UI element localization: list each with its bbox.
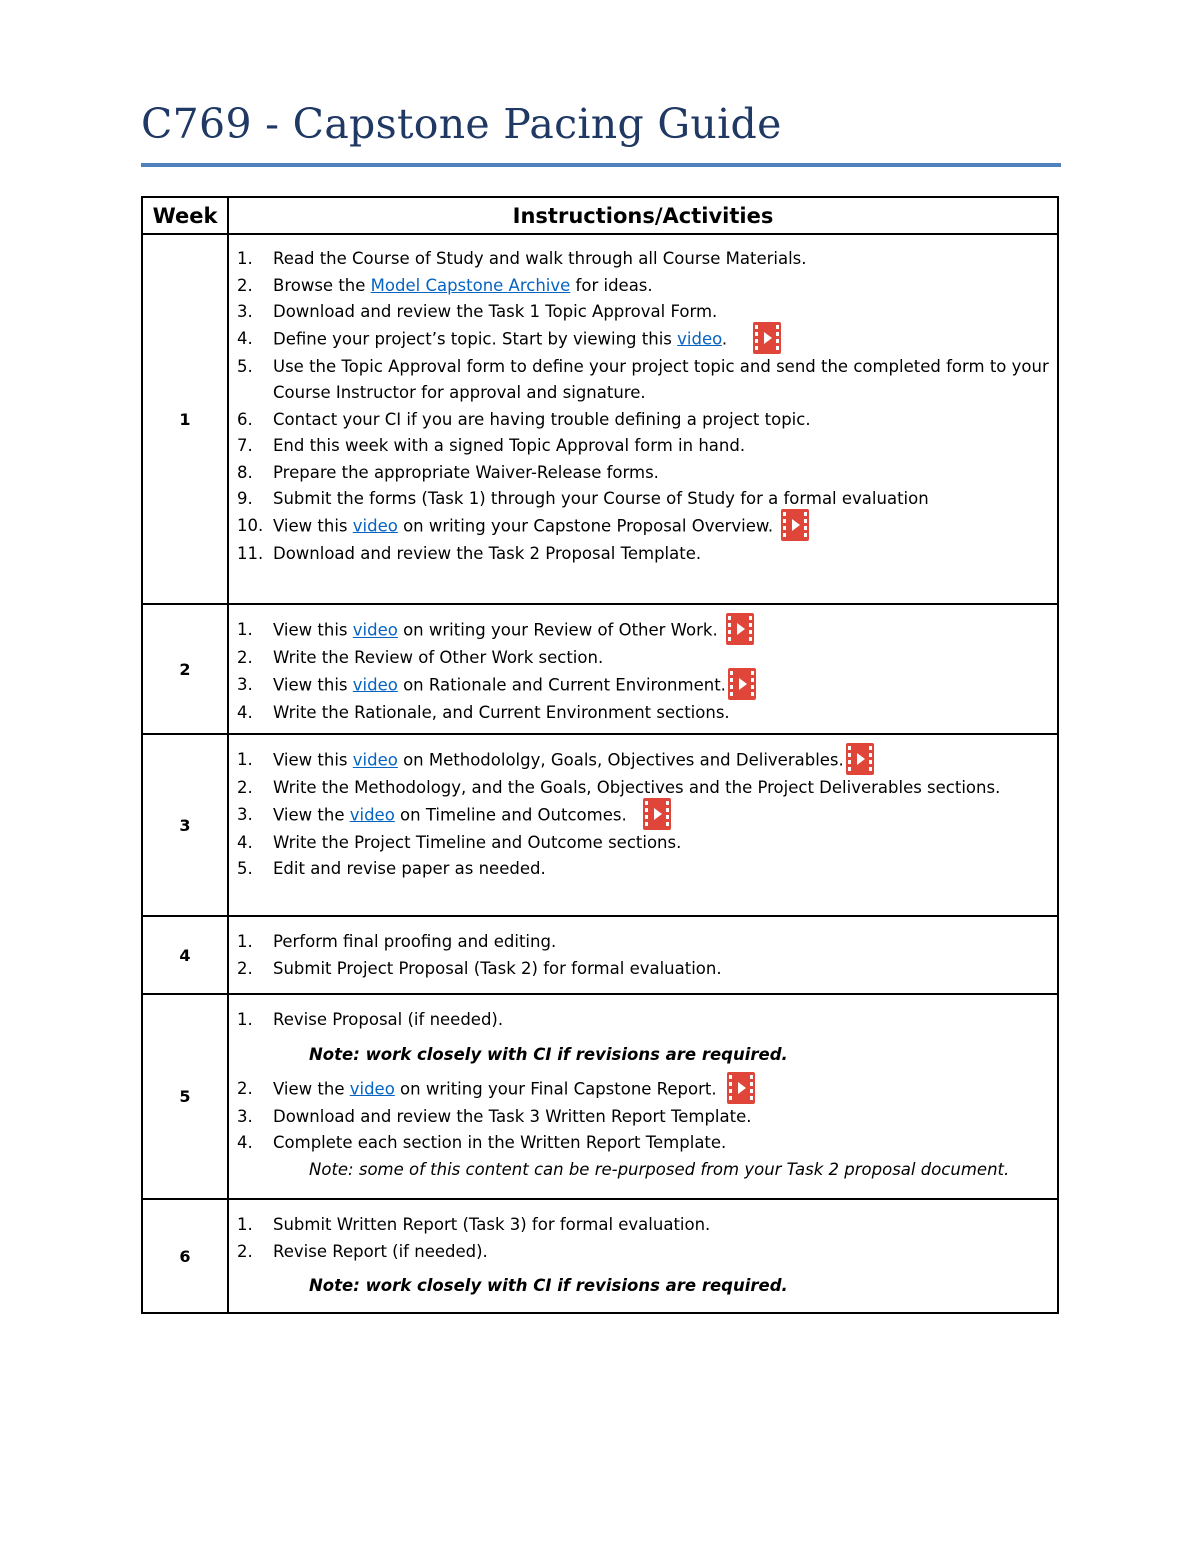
table-row xyxy=(142,916,1058,994)
title-divider xyxy=(141,163,1061,167)
pacing-table xyxy=(141,196,1059,1314)
table-row xyxy=(142,604,1058,734)
list-item: 4. Write the Rationale, and Current Environment sections. xyxy=(237,702,730,722)
list-item: 1. Submit Written Report (Task 3) for formal evaluation. xyxy=(237,1215,711,1234)
week-number: 2 xyxy=(142,604,228,734)
list-item: 2. Browse the Model Capstone Archive for ideas. xyxy=(237,275,653,295)
video-link[interactable]: video xyxy=(677,329,722,348)
list-item: 10. View this video on writing your Capstone Proposal Overview. xyxy=(237,513,1051,541)
table-row xyxy=(142,994,1058,1199)
video-play-icon[interactable] xyxy=(728,668,756,700)
video-play-icon[interactable] xyxy=(643,798,671,830)
list-item: 5. Use the Topic Approval form to define your project topic and send the completed form to your Course Instructor for approval and signature. xyxy=(237,356,1049,402)
list-item: 3. Download and review the Task 1 Topic Approval Form. xyxy=(237,302,718,321)
table-row xyxy=(142,734,1058,916)
list-item: 6. Contact your CI if you are having trouble defining a project topic. xyxy=(237,409,811,429)
list-item: 9. Submit the forms (Task 1) through your Course of Study for a formal evaluation xyxy=(237,489,929,508)
week-activities xyxy=(228,734,1058,916)
list-item: 2. Revise Report (if needed). xyxy=(237,1241,488,1261)
revision-note: Note: work closely with CI if revisions are required. xyxy=(309,1044,788,1064)
video-play-icon[interactable] xyxy=(846,743,874,775)
video-play-icon[interactable] xyxy=(726,613,754,645)
list-item: 4. Define your project’s topic. Start by viewing this video. xyxy=(237,326,1051,354)
header-activities: Instructions/Activities xyxy=(228,197,1058,234)
week-activities xyxy=(228,1199,1058,1313)
list-item: 11. Download and review the Task 2 Proposal Template. xyxy=(237,543,702,563)
table-row xyxy=(142,1199,1058,1313)
header-week: Week xyxy=(142,197,228,234)
list-item: 8. Prepare the appropriate Waiver-Release forms. xyxy=(237,462,659,482)
list-item: 1. View this video on Methodololgy, Goals, Objectives and Deliverables. xyxy=(237,747,1051,775)
list-item: 4. Complete each section in the Written Report Template. xyxy=(237,1133,727,1152)
video-link[interactable]: video xyxy=(352,750,398,770)
week-number: 5 xyxy=(142,994,228,1199)
list-item: 3. Download and review the Task 3 Written Report Template. xyxy=(237,1106,752,1126)
model-capstone-archive-link[interactable]: Model Capstone Archive xyxy=(370,275,571,295)
list-item: 3. View the video on Timeline and Outcomes. xyxy=(237,802,1051,830)
video-play-icon[interactable] xyxy=(781,509,809,541)
video-play-icon[interactable] xyxy=(753,322,781,354)
revision-note: Note: work closely with CI if revisions are required. xyxy=(309,1276,788,1295)
list-item: 2. Write the Review of Other Work section. xyxy=(237,648,604,667)
video-link[interactable]: video xyxy=(352,516,398,535)
list-item: 1. View this video on writing your Review of Other Work. xyxy=(237,617,1051,645)
week-number: 3 xyxy=(142,734,228,916)
video-play-icon[interactable] xyxy=(727,1072,755,1104)
video-link[interactable]: video xyxy=(349,805,395,824)
list-item: 2. View the video on writing your Final Capstone Report. xyxy=(237,1076,1051,1104)
video-link[interactable]: video xyxy=(349,1079,395,1098)
week-activities xyxy=(228,916,1058,994)
list-item: 3. View this video on Rationale and Current Environment. xyxy=(237,672,1051,700)
week-number: 1 xyxy=(142,234,228,604)
week-activities xyxy=(228,994,1058,1199)
list-item: 2. Submit Project Proposal (Task 2) for formal evaluation. xyxy=(237,958,722,978)
week-number: 6 xyxy=(142,1199,228,1313)
week-number: 4 xyxy=(142,916,228,994)
video-link[interactable]: video xyxy=(352,620,398,640)
list-item: 1. Revise Proposal (if needed). xyxy=(237,1010,504,1029)
list-item: 7. End this week with a signed Topic Approval form in hand. xyxy=(237,436,746,455)
week-activities xyxy=(228,604,1058,734)
table-header-row xyxy=(142,197,1058,234)
week-activities xyxy=(228,234,1058,604)
list-item: 5. Edit and revise paper as needed. xyxy=(237,859,546,878)
repurpose-note: Note: some of this content can be re-purposed from your Task 2 proposal document. xyxy=(309,1159,1010,1179)
list-item: 1. Read the Course of Study and walk through all Course Materials. xyxy=(237,249,807,268)
video-link[interactable]: video xyxy=(352,675,398,694)
list-item: 2. Write the Methodology, and the Goals, Objectives and the Project Deliverables sections. xyxy=(237,778,1001,797)
list-item: 1. Perform final proofing and editing. xyxy=(237,932,557,951)
table-row xyxy=(142,234,1058,604)
page-title: C769 - Capstone Pacing Guide xyxy=(141,100,782,148)
list-item: 4. Write the Project Timeline and Outcome sections. xyxy=(237,832,682,852)
